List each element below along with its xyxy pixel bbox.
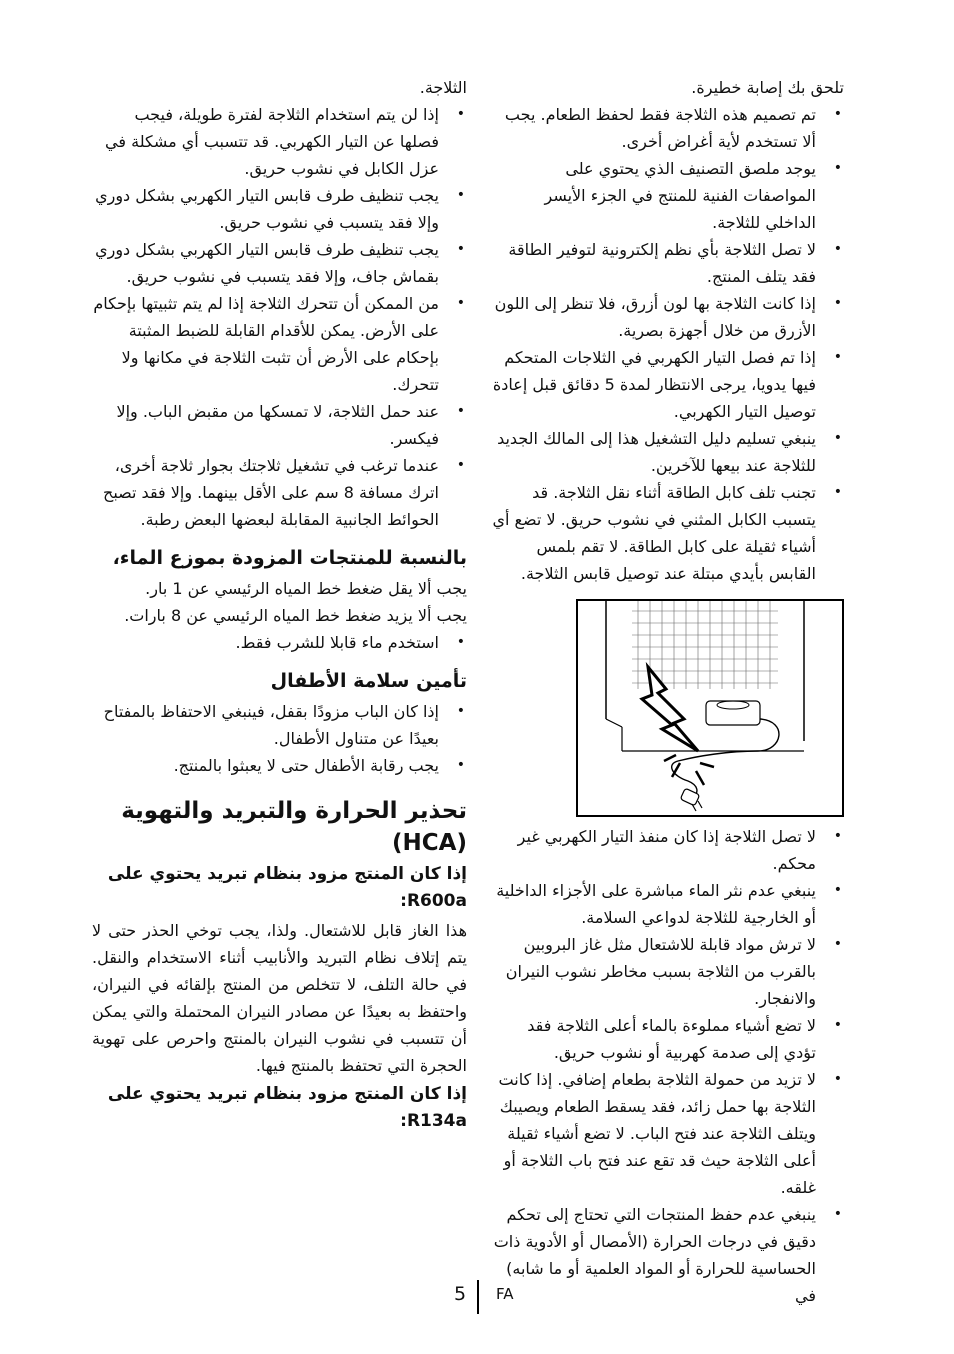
- water-pressure-min: يجب ألا يقل ضغط خط المياه الرئيسي عن 1 بار.: [145, 579, 467, 598]
- bullet: •: [833, 349, 842, 365]
- bullet: •: [833, 241, 842, 257]
- list-item: • يجب تنظيف طرف قابس التيار الكهربي بشكل دوري وإلا فقد يتسبب في نشوب حريق.: [92, 182, 467, 236]
- list-item: • لا تصل الثلاجة إذا كان منفذ التيار الكهربي غير محكم.: [490, 823, 844, 877]
- list-item: • إذا كان الباب مزودًا بقفل، فينبغي الاحتفاظ بالمفتاح بعيدًا عن متناول الأطفال.: [92, 698, 467, 752]
- hca-warning-heading: تحذير الحرارة والتبريد والتهوية (HCA): [121, 798, 467, 856]
- list-item: • إذا لن يتم استخدام الثلاجة لفترة طويلة، فيجب فصلها عن التيار الكهربي. قد تتسبب أي مشكلة في عزل الكابل في نشوب حريق.: [92, 101, 467, 182]
- left-list-top: [92, 101, 467, 533]
- list-item: • لا تزيد من حمولة الثلاجة بطعام إضافي. إذا كانت الثلاجة بها حمل زائد، فقد يسقط الطعام ويصيبك ويتلف الثلاجة عند فتح الباب. لا تضع أشياء ثقيلة أعلى الثلاجة حيث قد تقع عند فتح باب الثلاجة أو غلقه.: [490, 1066, 844, 1201]
- r134a-subheading: إذا كان المنتج مزود بنظام تبريد يحتوي على R134a:: [107, 1084, 467, 1131]
- bullet: •: [833, 936, 842, 952]
- water-pressure-max: يجب ألا يزيد ضغط خط المياه الرئيسي عن 8 بارات.: [124, 606, 467, 625]
- list-item: • عندما ترغب في تشغيل ثلاجتك بجوار ثلاجة أخرى، اترك مسافة 8 سم على الأقل بينهما. وإلا فقد تصبح الحوائط الجانبية المقابلة لبعضها البعض رطبة.: [92, 452, 467, 533]
- list-item: • عند حمل الثلاجة، لا تمسكها من مقبض الباب. وإلا فيكسر.: [92, 398, 467, 452]
- bullet: •: [456, 757, 465, 773]
- bullet: •: [456, 295, 465, 311]
- child-safety-heading: تأمين سلامة الأطفال: [270, 670, 467, 692]
- power-cord-warning-illustration: [576, 599, 844, 817]
- list-item: • تجنب تلف كابل الطاقة أثناء نقل الثلاجة. قد يتسبب الكابل المثني في نشوب حريق. لا تضع أي أشياء ثقيلة على كابل الطاقة. لا تقم بلمس القابس بأيدي مبتلة عند توصيل قابس الثلاجة.: [490, 479, 844, 587]
- list-item: • يوجد ملصق التصنيف الذي يحتوي على المواصفات الفنية للمنتج في الجزء الأيسر الداخلي للثلاجة.: [490, 155, 844, 236]
- r600a-paragraph: هذا الغاز قابل للاشتعال. ولذا، يجب توخي الحذر حتى لا يتم إتلاف نظام التبريد والأنابيب أثناء الاستخدام والنقل. في حالة التلف، لا تتخلص من المنتج بإلقائه في النيران، واحتفظ به بعيدًا عن مصادر النيران المحتملة والتي يمكن أن تتسبب في نشوب النيران بالمنتج واحرص على تهوية الحجرة التي تحتفظ بالمنتج فيها.: [92, 921, 467, 1075]
- bullet: •: [833, 484, 842, 500]
- bullet: •: [456, 187, 465, 203]
- list-item: • يجب رقابة الأطفال حتى لا يعبثوا بالمنتج.: [92, 752, 467, 779]
- left-cont-line: الثلاجة.: [419, 78, 467, 97]
- list-item: • لا ترش مواد قابلة للاشتعال مثل غاز البروبين بالقرب من الثلاجة بسبب مخاطر نشوب النيران والانفجار.: [490, 931, 844, 1012]
- right-column: [490, 74, 844, 1309]
- footer-divider: [477, 1280, 479, 1314]
- bullet: •: [456, 403, 465, 419]
- right-cont-line: تلحق بك إصابة خطيرة.: [691, 78, 844, 97]
- bullet: •: [833, 160, 842, 176]
- list-item: • ينبغي عدم حفظ المنتجات التي تحتاج إلى تحكم دقيق في درجات الحرارة (الأمصال أو الأدوية ذات الحساسية للحرارة أو المواد العلمية أو ما شابه) في: [490, 1201, 844, 1309]
- bullet: •: [456, 703, 465, 719]
- r600a-subheading: إذا كان المنتج مزود بنظام تبريد يحتوي على R600a:: [107, 864, 467, 911]
- bullet: •: [833, 882, 842, 898]
- list-item: • إذا كانت الثلاجة بها لون أزرق، فلا تنظر إلى اللون الأزرق من خلال أجهزة بصرية.: [490, 290, 844, 344]
- bullet: •: [833, 430, 842, 446]
- page-number: 5: [454, 1283, 467, 1305]
- bullet: •: [833, 828, 842, 844]
- list-item: • يجب تنظيف طرف قابس التيار الكهربي بشكل دوري بقماش جاف، وإلا فقد يتسبب في نشوب حريق.: [92, 236, 467, 290]
- list-item: • لا تضع أشياء مملوءة بالماء أعلى الثلاجة فقد تؤدي إلى صدمة كهربية أو نشوب حريق.: [490, 1012, 844, 1066]
- list-item: • ينبغي تسليم دليل التشغيل هذا إلى المالك الجديد للثلاجة عند بيعها للآخرين.: [490, 425, 844, 479]
- bullet: •: [833, 1206, 842, 1222]
- list-item: • ينبغي عدم نثر الماء مباشرة على الأجزاء الداخلية أو الخارجية للثلاجة لدواعي السلامة.: [490, 877, 844, 931]
- bullet: •: [456, 457, 465, 473]
- bullet: •: [833, 1071, 842, 1087]
- language-code: FA: [496, 1285, 514, 1303]
- list-item: • إذا تم فصل التيار الكهربي في الثلاجات المتحكم فيها يدويا، يرجى الانتظار لمدة 5 دقائق قبل إعادة توصيل التيار الكهربي.: [490, 344, 844, 425]
- bullet: •: [833, 295, 842, 311]
- list-item: • تم تصميم هذه الثلاجة فقط لحفظ الطعام. يجب ألا تستخدم لأية أغراض أخرى.: [490, 101, 844, 155]
- fridge-cord-icon: [578, 601, 842, 815]
- right-list-bottom: [490, 823, 844, 1309]
- bullet: •: [456, 241, 465, 257]
- bullet: •: [833, 1017, 842, 1033]
- list-item: • من الممكن أن تتحرك الثلاجة إذا لم يتم تثبيتها بإحكام على الأرض. يمكن للأقدام القابلة للضبط المثبتة بإحكام على الأرض أن تثبت الثلاجة في مكانها ولا تتحرك.: [92, 290, 467, 398]
- left-column: [92, 74, 467, 1137]
- list-item: • لا تصل الثلاجة بأي نظم إلكترونية لتوفير الطاقة فقد يتلف المنتج.: [490, 236, 844, 290]
- list-item: • استخدم ماء قابلا للشرب فقط.: [92, 629, 467, 656]
- bullet: •: [456, 634, 465, 650]
- bullet: •: [456, 106, 465, 122]
- right-list-top: [490, 101, 844, 587]
- bullet: •: [833, 106, 842, 122]
- water-dispenser-heading: بالنسبة للمنتجات المزودة بموزع الماء،: [112, 547, 467, 569]
